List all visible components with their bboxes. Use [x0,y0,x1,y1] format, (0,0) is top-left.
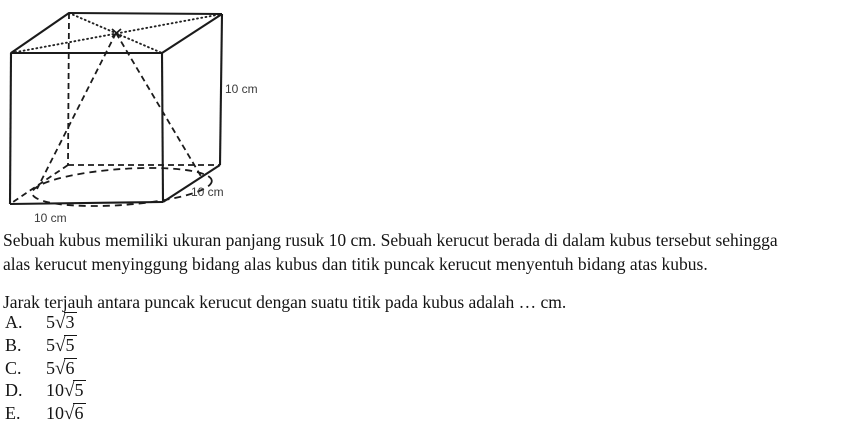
option-d-letter: D. [5,380,23,401]
option-e-letter: E. [5,403,21,424]
sqrt-symbol: √ [55,357,66,379]
option-e-value [46,403,86,425]
option-a-radicand: 3 [64,312,77,331]
cone [31,33,213,211]
option-d-radicand: 5 [73,380,86,399]
option-a [5,312,405,335]
hidden-cube-edges [10,13,220,204]
sqrt-symbol: √ [55,334,66,356]
cone-slant-left [37,33,116,189]
option-c-value [46,358,77,380]
option-d-coef: 10 [46,380,64,401]
problem-line-2: alas kerucut menyinggung bidang alas kubus dan titik puncak kerucut menyentuh bidang atas kubus. [3,253,708,274]
depth-edge-label: 10 cm [191,185,224,199]
cone-apex-mark [112,29,121,37]
option-c [5,358,405,381]
cube-cone-svg [0,0,272,228]
sqrt-symbol: √ [64,380,75,402]
option-e-coef: 10 [46,403,64,424]
visible-cube-edges [10,13,222,204]
height-edge-label: 10 cm [225,82,258,96]
sqrt-symbol: √ [55,312,66,333]
option-b-value [46,335,77,357]
width-edge-label: 10 cm [34,211,67,225]
option-a-value [46,312,77,334]
option-a-letter: A. [5,312,23,332]
option-c-letter: C. [5,357,22,378]
option-b-coef: 5 [46,334,55,355]
problem-line-1: Sebuah kubus memiliki ukuran panjang rusuk 10 cm. Sebuah kerucut berada di dalam kubus tersebut sehingga [3,230,778,250]
cone-slant-right [116,33,202,178]
sqrt-symbol: √ [64,403,75,425]
option-c-coef: 5 [46,357,55,378]
option-b [5,335,405,358]
problem-statement [3,229,867,276]
answer-options [5,312,405,426]
option-b-radicand: 5 [64,335,77,354]
option-b-letter: B. [5,334,22,355]
question-text: Jarak terjauh antara puncak kerucut dengan suatu titik pada kubus adalah … cm. [3,292,567,312]
option-c-radicand: 6 [64,358,77,377]
cube-cone-figure [0,0,272,228]
option-e-radicand: 6 [73,403,86,422]
option-e [5,403,405,426]
option-d [5,380,405,403]
option-a-coef: 5 [46,312,55,332]
option-d-value [46,380,86,402]
